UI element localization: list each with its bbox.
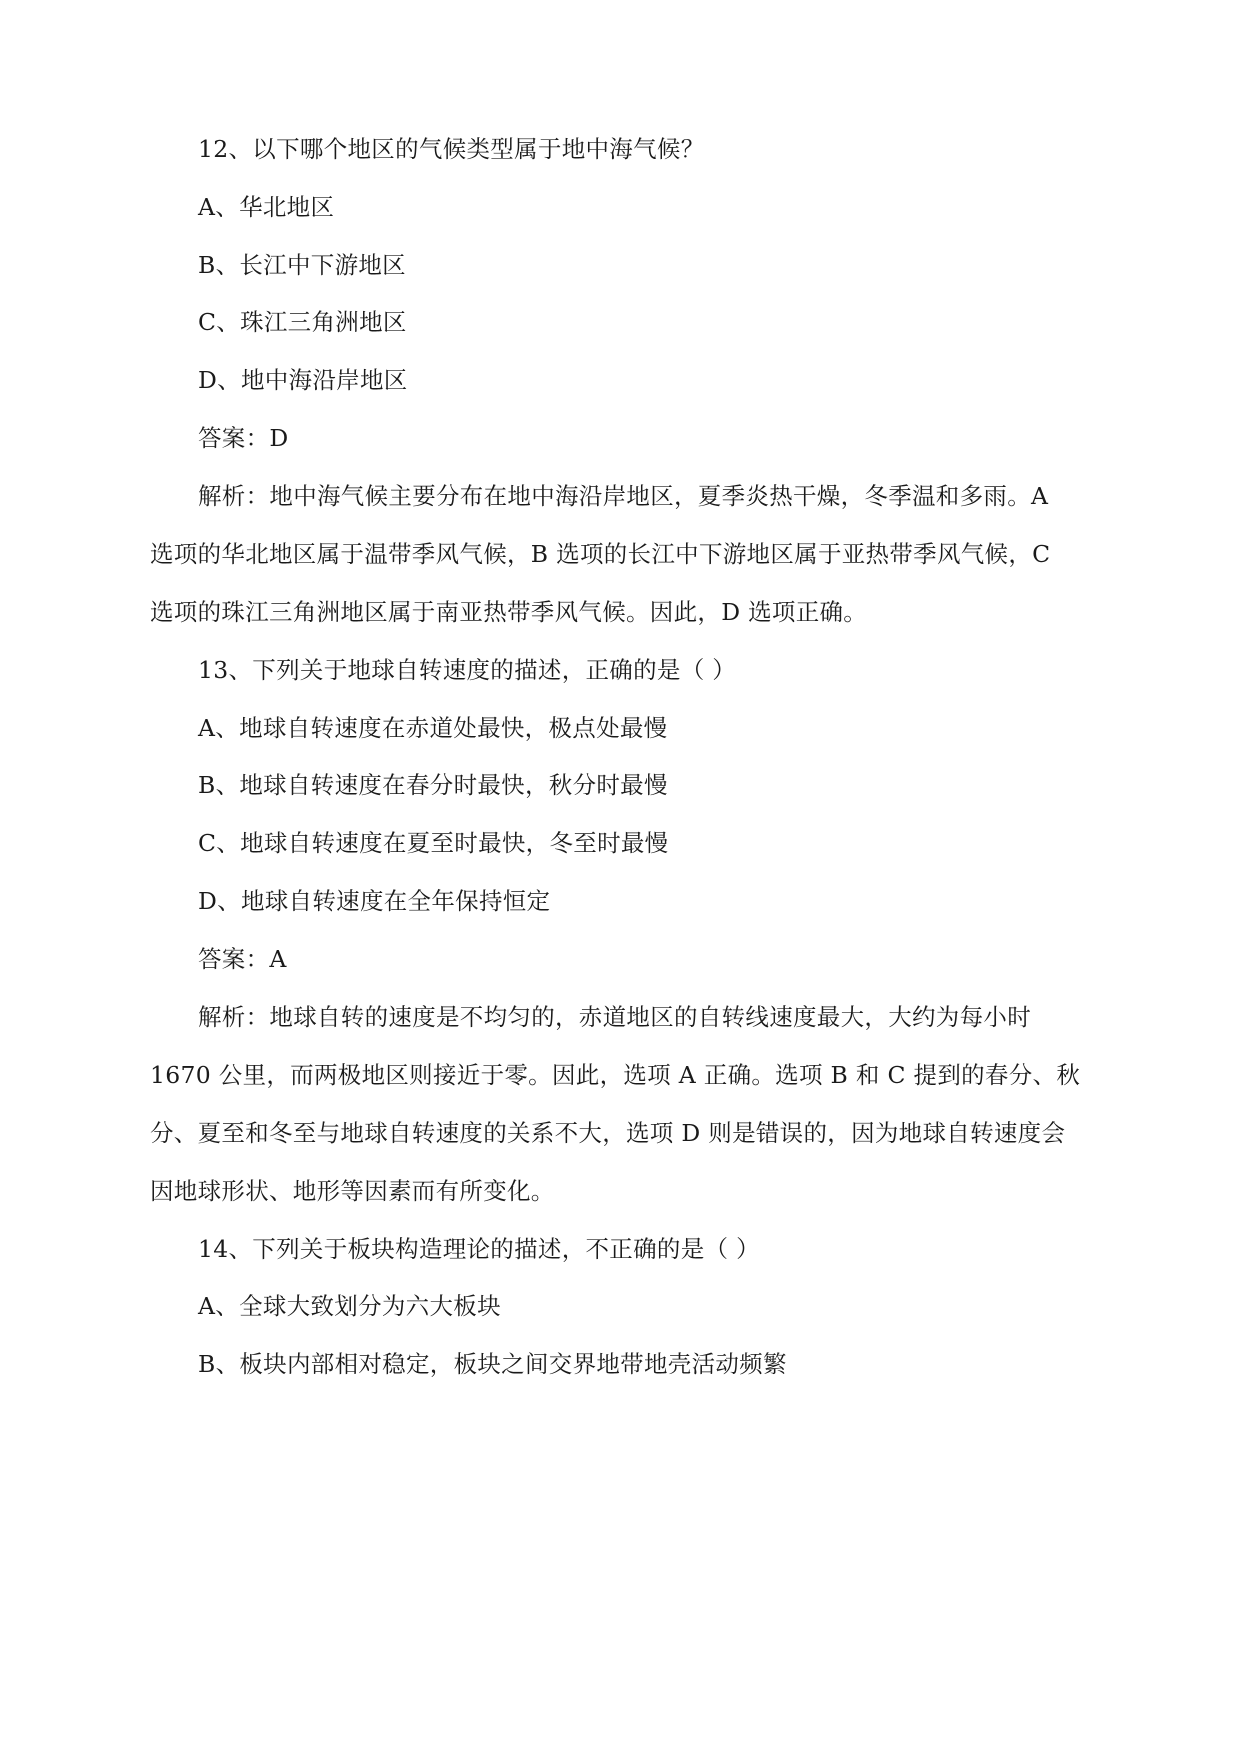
question-14-option-a: A、全球大致划分为六大板块	[198, 1292, 501, 1320]
question-12-option-a: A、华北地区	[198, 193, 335, 221]
question-13-explanation-line-3: 分、夏至和冬至与地球自转速度的关系不大，选项 D 则是错误的，因为地球自转速度会	[150, 1119, 1066, 1147]
question-12-explanation-line-3: 选项的珠江三角洲地区属于南亚热带季风气候。因此，D 选项正确。	[150, 598, 868, 626]
question-12-stem: 12、以下哪个地区的气候类型属于地中海气候？	[198, 135, 705, 163]
question-13-option-c: C、地球自转速度在夏至时最快，冬至时最慢	[198, 829, 669, 857]
question-12-explanation-line-2: 选项的华北地区属于温带季风气候，B 选项的长江中下游地区属于亚热带季风气候，C	[150, 540, 1051, 568]
question-13-explanation-line-1: 解析：地球自转的速度是不均匀的，赤道地区的自转线速度最大，大约为每小时	[198, 1003, 1031, 1031]
question-13-explanation-line-4: 因地球形状、地形等因素而有所变化。	[150, 1177, 555, 1205]
question-13-option-a: A、地球自转速度在赤道处最快，极点处最慢	[198, 714, 668, 742]
question-13-stem: 13、下列关于地球自转速度的描述，正确的是（ ）	[198, 656, 737, 684]
question-12-option-b: B、长江中下游地区	[198, 251, 406, 279]
question-12-answer: 答案：D	[198, 424, 289, 452]
question-12-option-c: C、珠江三角洲地区	[198, 308, 407, 336]
question-14-option-b: B、板块内部相对稳定，板块之间交界地带地壳活动频繁	[198, 1350, 787, 1378]
question-13-answer: 答案：A	[198, 945, 287, 973]
question-12-option-d: D、地中海沿岸地区	[198, 366, 408, 394]
question-13-explanation-line-2: 1670 公里，而两极地区则接近于零。因此，选项 A 正确。选项 B 和 C 提到的春分、秋	[150, 1061, 1081, 1089]
question-14-stem: 14、下列关于板块构造理论的描述，不正确的是（ ）	[198, 1235, 760, 1263]
question-13-option-d: D、地球自转速度在全年保持恒定	[198, 887, 551, 915]
question-12-explanation-line-1: 解析：地中海气候主要分布在地中海沿岸地区，夏季炎热干燥，冬季温和多雨。A	[198, 482, 1049, 510]
question-13-option-b: B、地球自转速度在春分时最快，秋分时最慢	[198, 771, 668, 799]
